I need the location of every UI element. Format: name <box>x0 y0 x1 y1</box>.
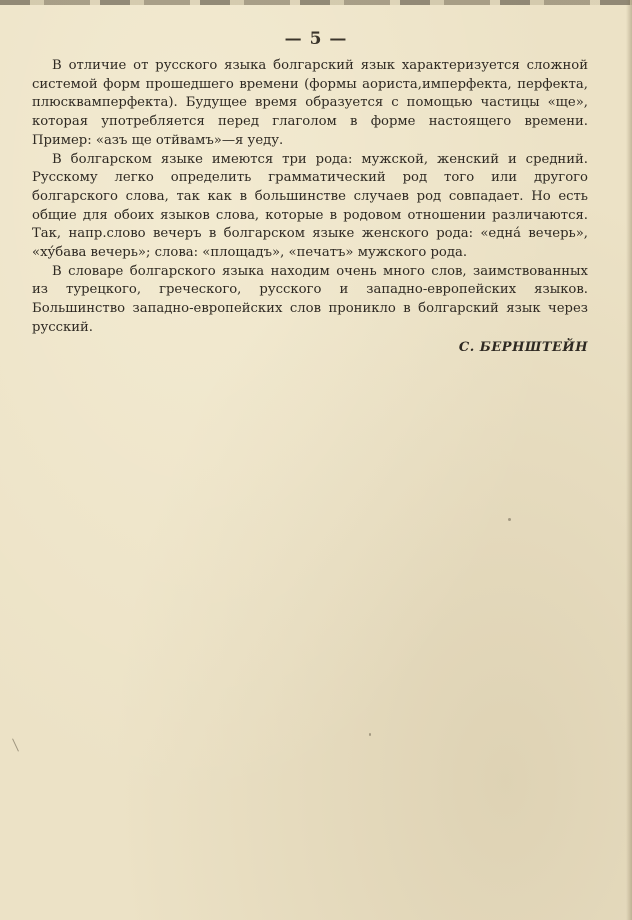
page-number: — 5 — <box>284 29 348 49</box>
page-right-edge <box>626 0 632 920</box>
paper-speck <box>369 733 371 736</box>
paragraph-3: В словаре болгарского языка находим очень много слов, заимствованных из турецкого, греческого, русского и западно-европейских языков. Большинство западно-европейских слов проникло в болгарский язык через русский. <box>32 263 588 335</box>
paragraph-2: В болгарском языке имеются три рода: мужской, женский и средний. Русскому легко определить грамматический род того или другого болгарского слова, так как в большинстве случаев род совпадает. Но есть общие для обоих языков слова, которые в родовом отношении различаются. Так, напр.слово вечеръ в болгарском языке женского рода: «една́ вечерь», «ху́бава вечерь»; слова: «площадъ», «печатъ» мужского рода. <box>32 151 588 261</box>
author-signature: С. БЕРНШТЕЙН <box>458 340 588 355</box>
paper-speck <box>508 518 511 521</box>
body-text <box>32 57 588 338</box>
page-top-edge <box>0 0 632 5</box>
paragraph-1: В отличие от русского языка болгарский язык характеризуется сложной системой форм прошедшего времени (формы аориста,имперфекта, перфекта, плюсквамперфекта). Будущее время образуется с помощью частицы «ще», которая употребляется перед глаголом в форме настоящего времени. Пример: «азъ ще отйвамъ»—я уеду. <box>32 58 588 148</box>
paper-mark <box>12 738 19 751</box>
